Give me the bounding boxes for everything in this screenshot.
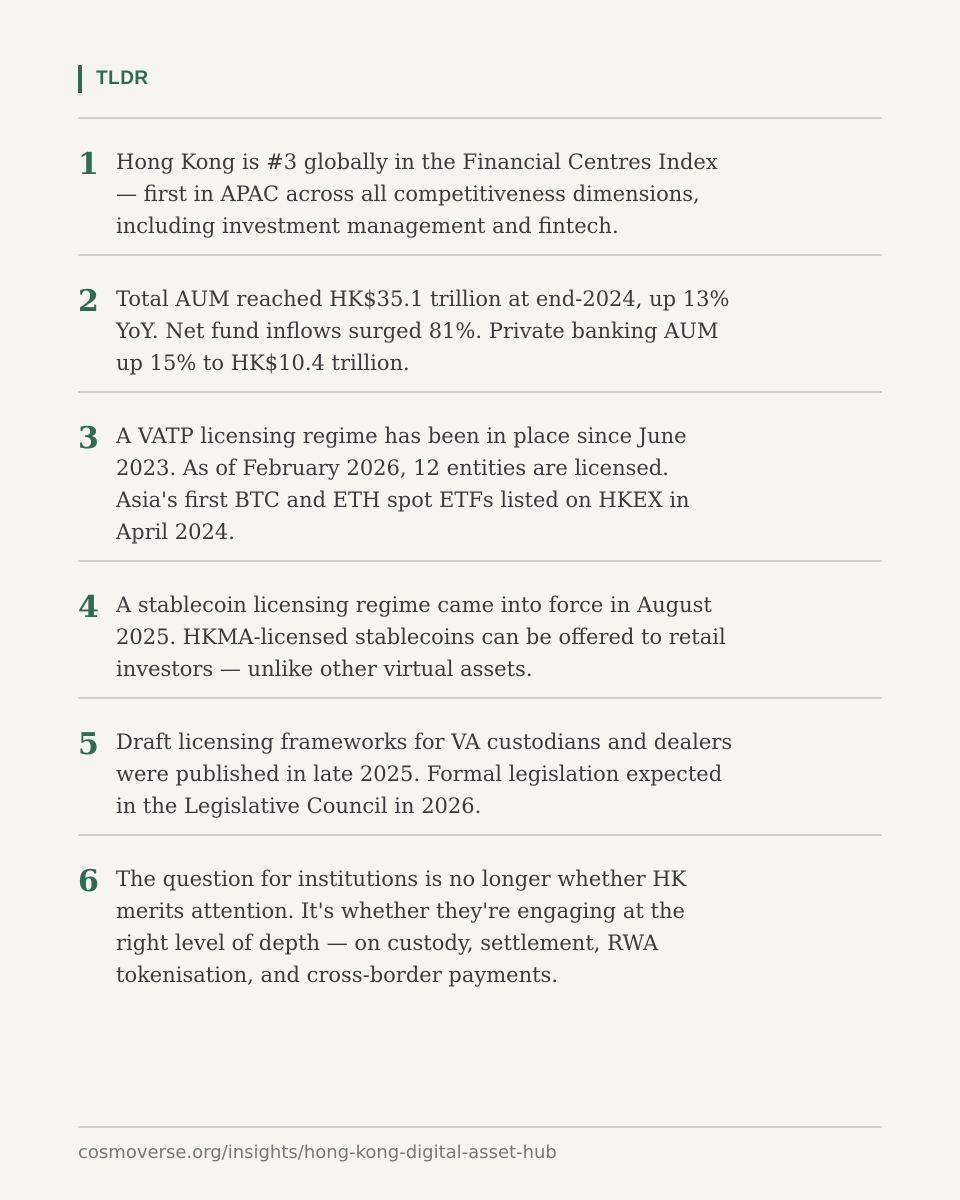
bottom-divider <box>78 1126 882 1128</box>
item-number: 1 <box>78 147 99 182</box>
item-number: 5 <box>78 727 99 762</box>
list-item <box>78 699 882 836</box>
list-item <box>78 256 882 393</box>
list-item <box>78 836 882 1003</box>
item-text: Total AUM reached HK$35.1 trillion at end-2024, up 13% YoY. Net fund inflows surged 81%. Private banking AUM up 15% to HK$10.4 trillion. <box>116 287 730 375</box>
list-item <box>78 393 882 562</box>
item-number: 4 <box>78 590 99 625</box>
item-text: Draft licensing frameworks for VA custodians and dealers were published in late 2025. Formal legislation expected in the Legislative Council in 2026. <box>116 730 733 818</box>
source-url: cosmoverse.org/insights/hong-kong-digital-asset-hub <box>78 1142 557 1163</box>
accent-bar <box>78 65 82 93</box>
item-number: 2 <box>78 284 99 319</box>
tldr-title: TLDR <box>96 68 149 89</box>
item-text: A stablecoin licensing regime came into force in August 2025. HKMA-licensed stablecoins can be offered to retail investors — unlike other virtual assets. <box>116 593 726 681</box>
item-number: 3 <box>78 421 99 456</box>
tldr-header <box>78 64 149 94</box>
item-text: A VATP licensing regime has been in place since June 2023. As of February 2026, 12 entities are licensed. Asia's first BTC and ETH spot ETFs listed on HKEX in April 2024. <box>116 424 690 544</box>
tldr-list <box>78 119 882 1003</box>
item-number: 6 <box>78 864 99 899</box>
item-text: Hong Kong is #3 globally in the Financial Centres Index — first in APAC across all competitiveness dimensions, including investment management and fintech. <box>116 150 718 238</box>
item-text: The question for institutions is no longer whether HK merits attention. It's whether they're engaging at the right level of depth — on custody, settlement, RWA tokenisation, and cross-border payments. <box>116 867 687 987</box>
list-item <box>78 119 882 256</box>
list-item <box>78 562 882 699</box>
